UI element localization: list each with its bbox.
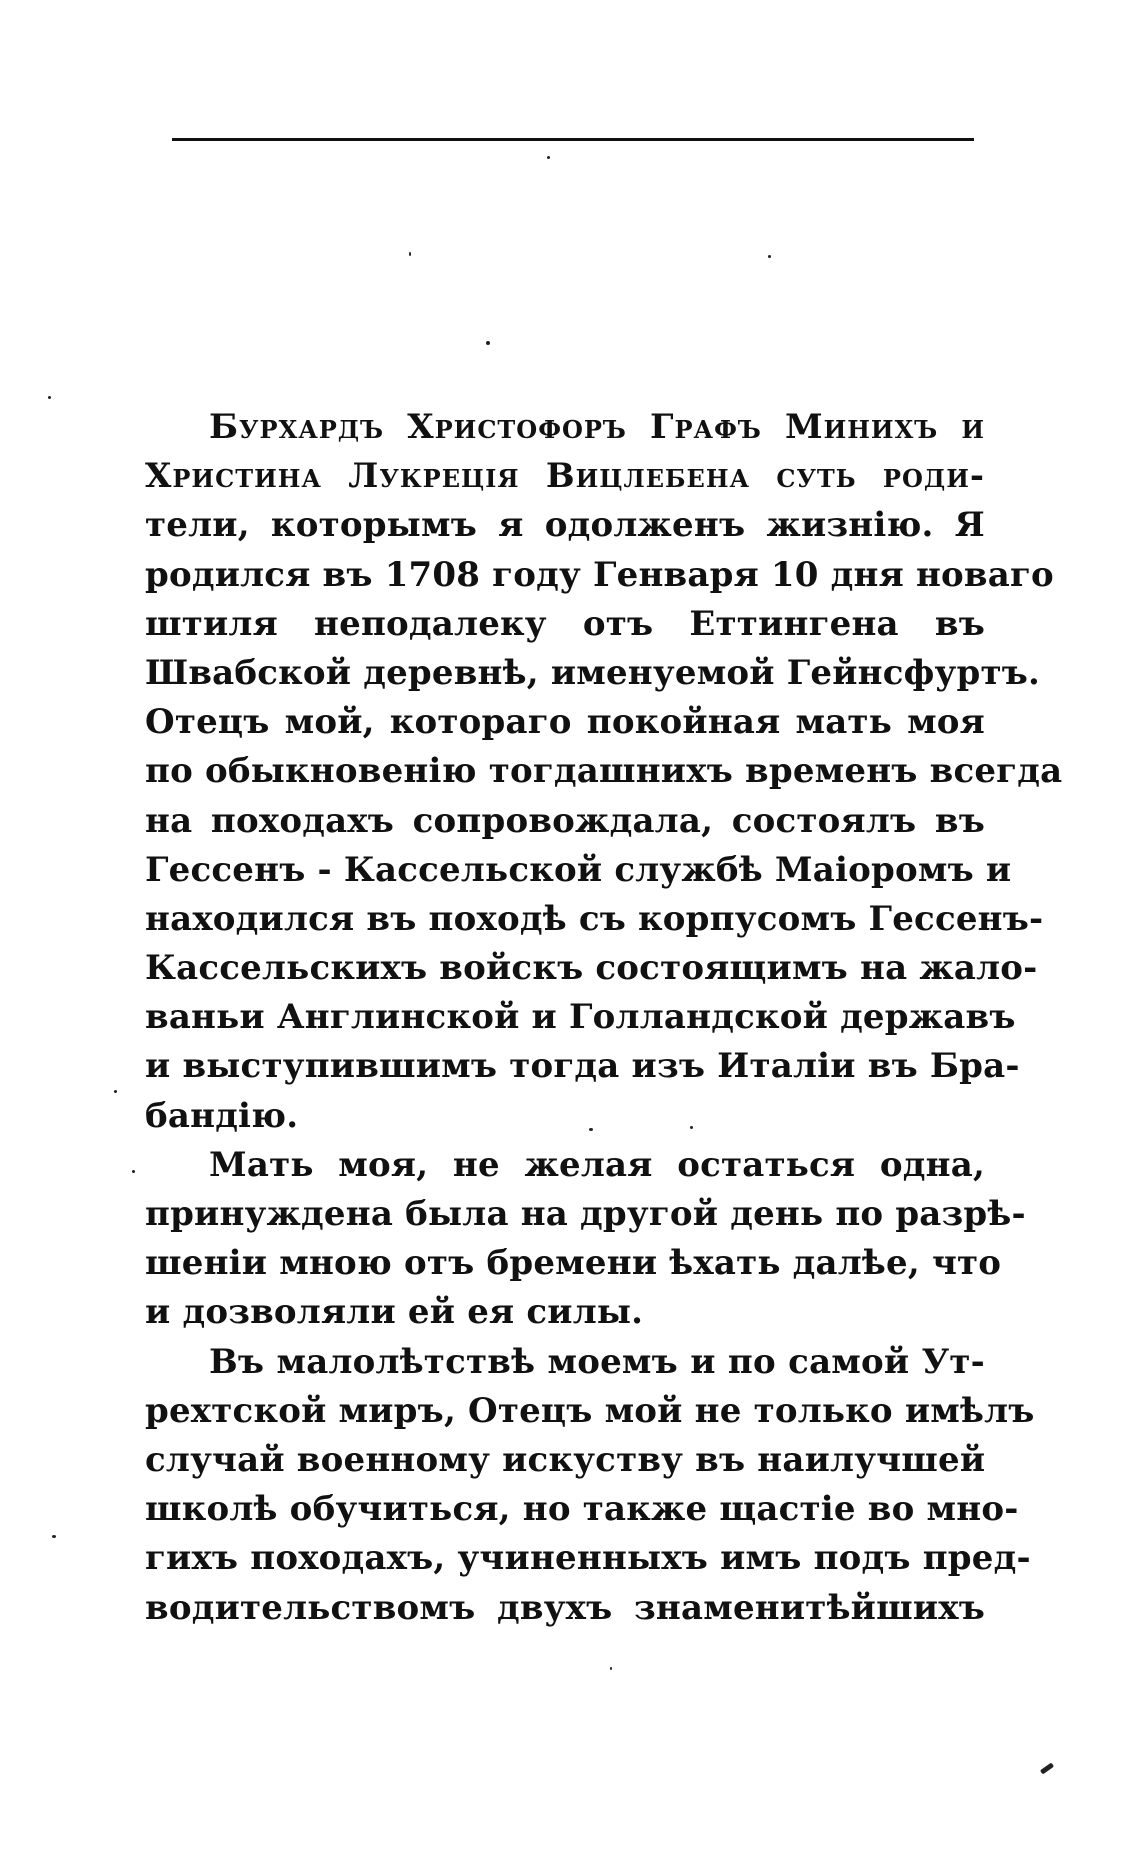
text-line: на походахъ сопровождала, состоялъ въ — [145, 800, 985, 841]
scan-speck — [52, 1535, 56, 1538]
text-line: тели, которымъ я одолженъ жизнію. Я — [145, 505, 985, 546]
text-line: рехтской миръ, Отецъ мой не только имѣлъ — [145, 1390, 1035, 1431]
text-line: Отецъ мой, котораго покойная мать моя — [145, 702, 985, 743]
scan-speck — [610, 1667, 612, 1670]
text-line: Въ малолѣтствѣ моемъ и по самой Ут- — [209, 1341, 985, 1382]
scan-speck — [114, 1090, 117, 1093]
text-line: Мать моя, не желая остаться одна, — [209, 1144, 985, 1185]
scan-speck — [409, 252, 411, 256]
text-line: принуждена была на другой день по разрѣ- — [145, 1194, 1026, 1234]
body-text — [145, 403, 1063, 1633]
opening-names: Бурхардъ Христофоръ Графъ Минихъ и — [209, 407, 985, 447]
scan-speck — [486, 341, 490, 345]
scan-speck — [768, 255, 771, 258]
text-line: гихъ походахъ, учиненныхъ имъ подъ пред- — [145, 1538, 1031, 1579]
text-line: находился въ походѣ съ корпусомъ Гессенъ- — [145, 898, 1044, 939]
paragraph-1 — [145, 403, 1063, 1141]
text-line: Швабской деревнѣ, именуемой Гейнсфуртъ. — [145, 652, 1041, 693]
text-line: случай военному искуству въ наилучшей — [145, 1439, 986, 1480]
text-line: школѣ обучиться, но также щастіе во мно- — [145, 1489, 1019, 1530]
paragraph-2 — [145, 1141, 1026, 1338]
scan-speck — [48, 396, 51, 399]
text-line: родился въ 1708 году Генваря 10 дня новаго — [145, 554, 1054, 595]
text-line: и дозволяли ей ея силы. — [145, 1292, 644, 1333]
text-line: Христина Лукреція Вицлебена суть роди- — [145, 456, 985, 497]
text-line: и выступившимъ тогда изъ Италіи въ Бра- — [145, 1046, 1020, 1087]
paragraph-3 — [145, 1338, 1035, 1633]
text-line: Гессенъ - Кассельской службѣ Маіоромъ и — [145, 849, 1012, 890]
text-line: шеніи мною отъ бремени ѣхать далѣе, что — [145, 1243, 1002, 1284]
text-line: ваньи Англинской и Голландской державъ — [145, 997, 1016, 1038]
text-line: Кассельскихъ войскъ состоящимъ на жало- — [145, 948, 1038, 989]
text-line: водительствомъ двухъ знаменитѣйшихъ — [145, 1587, 985, 1628]
text-line: бандію. — [145, 1095, 299, 1136]
header-rule — [172, 138, 974, 141]
text-line: по обыкновенію тогдашнихъ временъ всегда — [145, 751, 1063, 792]
scan-speck — [1040, 1762, 1054, 1774]
text-line: штиля неподалеку отъ Еттингена въ — [145, 603, 985, 644]
scan-speck — [547, 156, 550, 159]
scan-speck — [132, 1170, 135, 1173]
text-line — [145, 403, 985, 452]
